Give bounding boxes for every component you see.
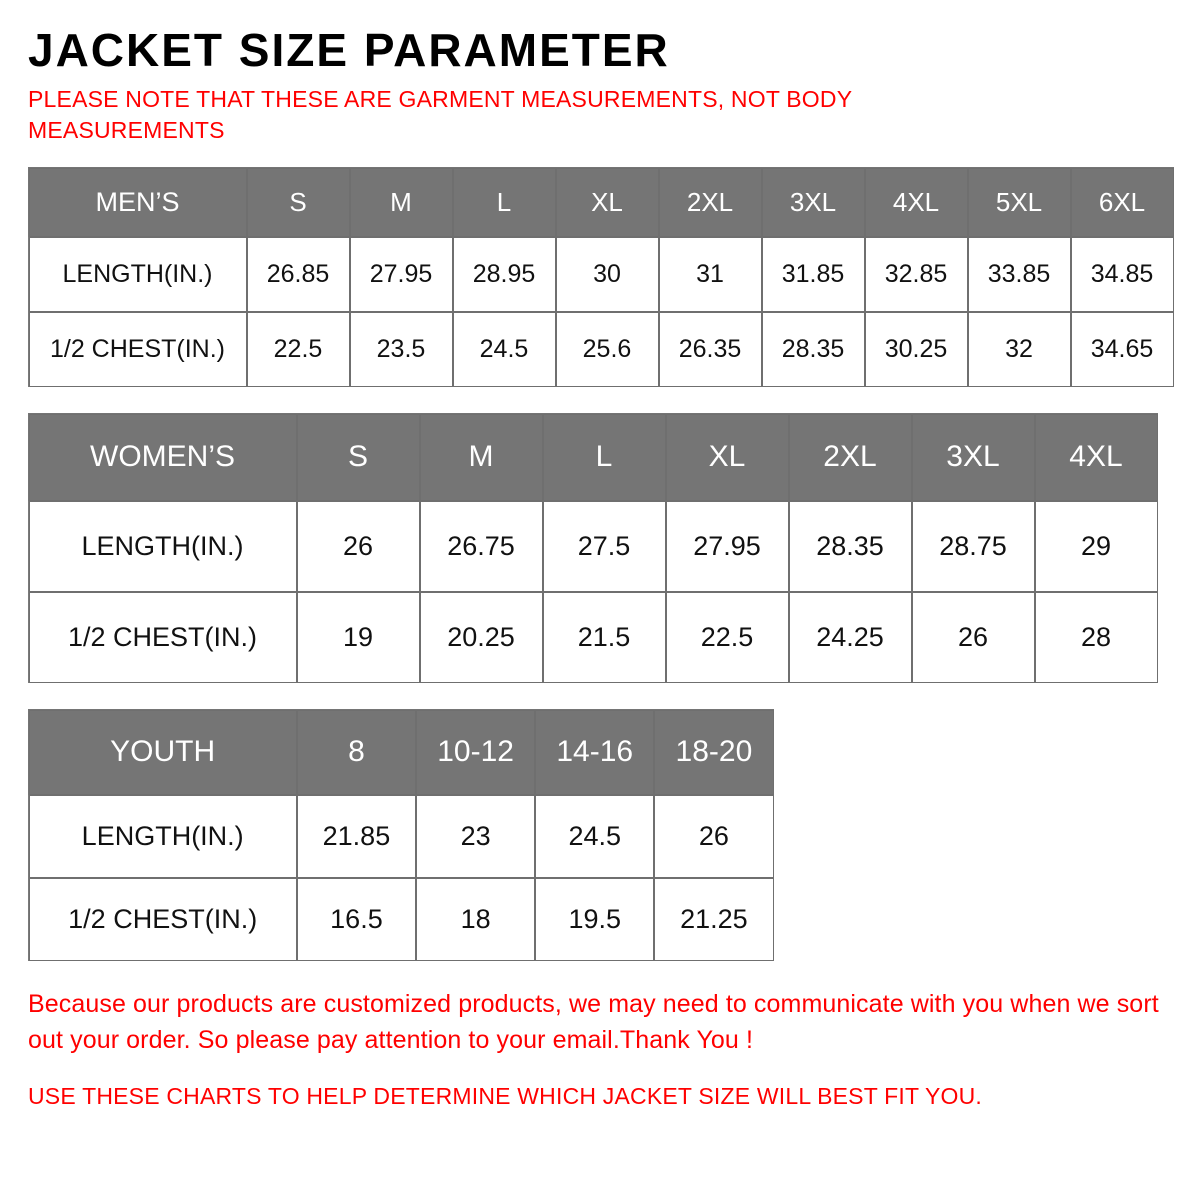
table-row (29, 878, 774, 961)
mens-header-category: MEN’S (29, 168, 247, 237)
youth-chest-14-16: 19.5 (535, 878, 654, 961)
mens-header-5xl: 5XL (968, 168, 1071, 237)
womens-chest-xl: 22.5 (666, 592, 789, 683)
mens-chest-4xl: 30.25 (865, 312, 968, 387)
womens-length-4xl: 29 (1035, 501, 1158, 592)
mens-chest-label: 1/2 CHEST(IN.) (29, 312, 247, 387)
mens-chest-2xl: 26.35 (659, 312, 762, 387)
youth-header-18-20: 18-20 (654, 710, 773, 795)
womens-size-table (28, 413, 1158, 683)
table-row (29, 592, 1158, 683)
womens-header-l: L (543, 414, 666, 501)
table-row (29, 501, 1158, 592)
mens-length-label: LENGTH(IN.) (29, 237, 247, 312)
youth-chest-8: 16.5 (297, 878, 416, 961)
page-title: JACKET SIZE PARAMETER (28, 24, 670, 76)
youth-header-8: 8 (297, 710, 416, 795)
womens-length-xl: 27.95 (666, 501, 789, 592)
youth-size-table (28, 709, 774, 961)
youth-header-14-16: 14-16 (535, 710, 654, 795)
youth-header-category: YOUTH (29, 710, 297, 795)
mens-header-l: L (453, 168, 556, 237)
chart-usage-note: USE THESE CHARTS TO HELP DETERMINE WHICH JACKET SIZE WILL BEST FIT YOU. (28, 1083, 982, 1110)
womens-header-s: S (297, 414, 420, 501)
table-header-row (29, 710, 774, 795)
table-row (29, 312, 1174, 387)
womens-header-m: M (420, 414, 543, 501)
womens-header-category: WOMEN’S (29, 414, 297, 501)
womens-header-4xl: 4XL (1035, 414, 1158, 501)
mens-chest-m: 23.5 (350, 312, 453, 387)
womens-length-m: 26.75 (420, 501, 543, 592)
mens-length-5xl: 33.85 (968, 237, 1071, 312)
womens-header-xl: XL (666, 414, 789, 501)
womens-chest-3xl: 26 (912, 592, 1035, 683)
table-header-row (29, 168, 1174, 237)
youth-header-10-12: 10-12 (416, 710, 535, 795)
youth-length-10-12: 23 (416, 795, 535, 878)
womens-chest-label: 1/2 CHEST(IN.) (29, 592, 297, 683)
youth-chest-label: 1/2 CHEST(IN.) (29, 878, 297, 961)
womens-chest-m: 20.25 (420, 592, 543, 683)
womens-length-2xl: 28.35 (789, 501, 912, 592)
womens-chest-l: 21.5 (543, 592, 666, 683)
mens-header-2xl: 2XL (659, 168, 762, 237)
mens-chest-s: 22.5 (247, 312, 350, 387)
mens-header-m: M (350, 168, 453, 237)
youth-length-18-20: 26 (654, 795, 773, 878)
mens-length-xl: 30 (556, 237, 659, 312)
mens-header-xl: XL (556, 168, 659, 237)
womens-header-2xl: 2XL (789, 414, 912, 501)
mens-length-3xl: 31.85 (762, 237, 865, 312)
mens-length-m: 27.95 (350, 237, 453, 312)
mens-header-s: S (247, 168, 350, 237)
womens-header-3xl: 3XL (912, 414, 1035, 501)
mens-header-4xl: 4XL (865, 168, 968, 237)
womens-chest-2xl: 24.25 (789, 592, 912, 683)
mens-length-6xl: 34.85 (1071, 237, 1174, 312)
youth-length-14-16: 24.5 (535, 795, 654, 878)
womens-length-l: 27.5 (543, 501, 666, 592)
table-header-row (29, 414, 1158, 501)
youth-length-8: 21.85 (297, 795, 416, 878)
womens-chest-s: 19 (297, 592, 420, 683)
mens-length-l: 28.95 (453, 237, 556, 312)
mens-size-table (28, 167, 1174, 387)
customization-note: Because our products are customized products, we may need to communicate with you when we sort out your order. So please pay attention to your email.Thank You ! (28, 990, 1159, 1054)
table-row (29, 237, 1174, 312)
mens-length-2xl: 31 (659, 237, 762, 312)
mens-chest-l: 24.5 (453, 312, 556, 387)
mens-header-6xl: 6XL (1071, 168, 1174, 237)
mens-length-s: 26.85 (247, 237, 350, 312)
womens-length-3xl: 28.75 (912, 501, 1035, 592)
mens-header-3xl: 3XL (762, 168, 865, 237)
youth-chest-10-12: 18 (416, 878, 535, 961)
youth-length-label: LENGTH(IN.) (29, 795, 297, 878)
womens-length-label: LENGTH(IN.) (29, 501, 297, 592)
mens-chest-xl: 25.6 (556, 312, 659, 387)
womens-length-s: 26 (297, 501, 420, 592)
mens-chest-5xl: 32 (968, 312, 1071, 387)
mens-chest-3xl: 28.35 (762, 312, 865, 387)
table-row (29, 795, 774, 878)
womens-chest-4xl: 28 (1035, 592, 1158, 683)
garment-measurement-note: PLEASE NOTE THAT THESE ARE GARMENT MEASUREMENTS, NOT BODY MEASUREMENTS (28, 86, 852, 143)
youth-chest-18-20: 21.25 (654, 878, 773, 961)
mens-length-4xl: 32.85 (865, 237, 968, 312)
mens-chest-6xl: 34.65 (1071, 312, 1174, 387)
